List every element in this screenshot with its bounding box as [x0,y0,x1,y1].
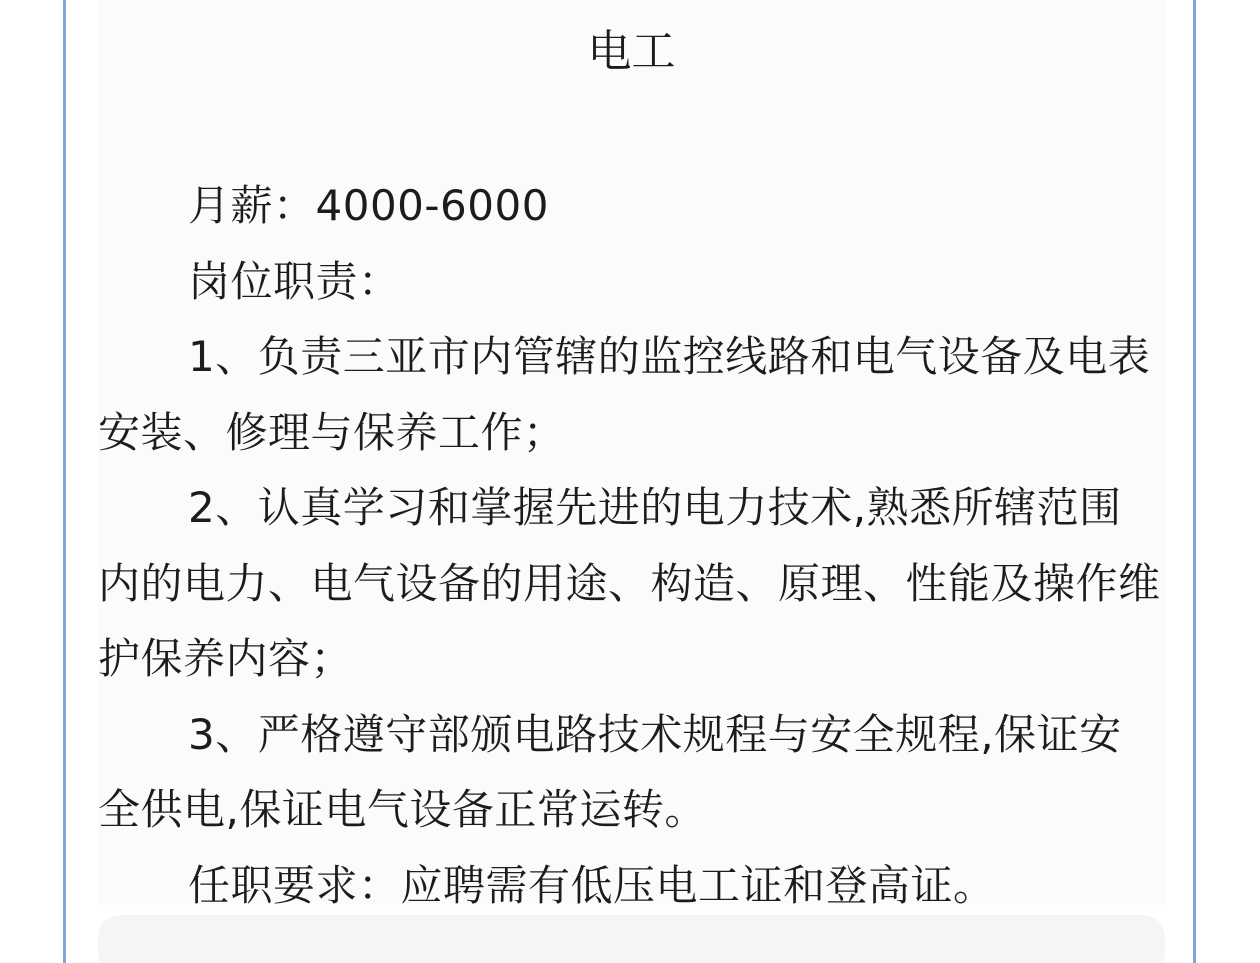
frame-border-left [63,0,66,963]
duty-item-1: 1、负责三亚市内管辖的监控线路和电气设备及电表安装、修理与保养工作； [98,332,1151,457]
salary-line: 月薪：4000-6000 [188,181,549,230]
job-title: 电工 [587,26,676,77]
next-card[interactable] [98,915,1165,963]
duty-item-3: 3、严格遵守部颁电路技术规程与安全规程,保证安全供电,保证电气设备正常运转。 [98,709,1122,834]
duties-heading: 岗位职责： [188,256,401,306]
duty-item-2: 2、认真学习和掌握先进的电力技术,熟悉所辖范围内的电力、电气设备的用途、构造、原理、性能及操作维护保养内容； [98,483,1161,683]
job-description [98,168,1163,923]
frame-border-right [1193,0,1196,963]
job-detail-card [98,0,1165,910]
requirements-line: 任职要求：应聘需有低压电工证和登高证。 [188,860,996,910]
